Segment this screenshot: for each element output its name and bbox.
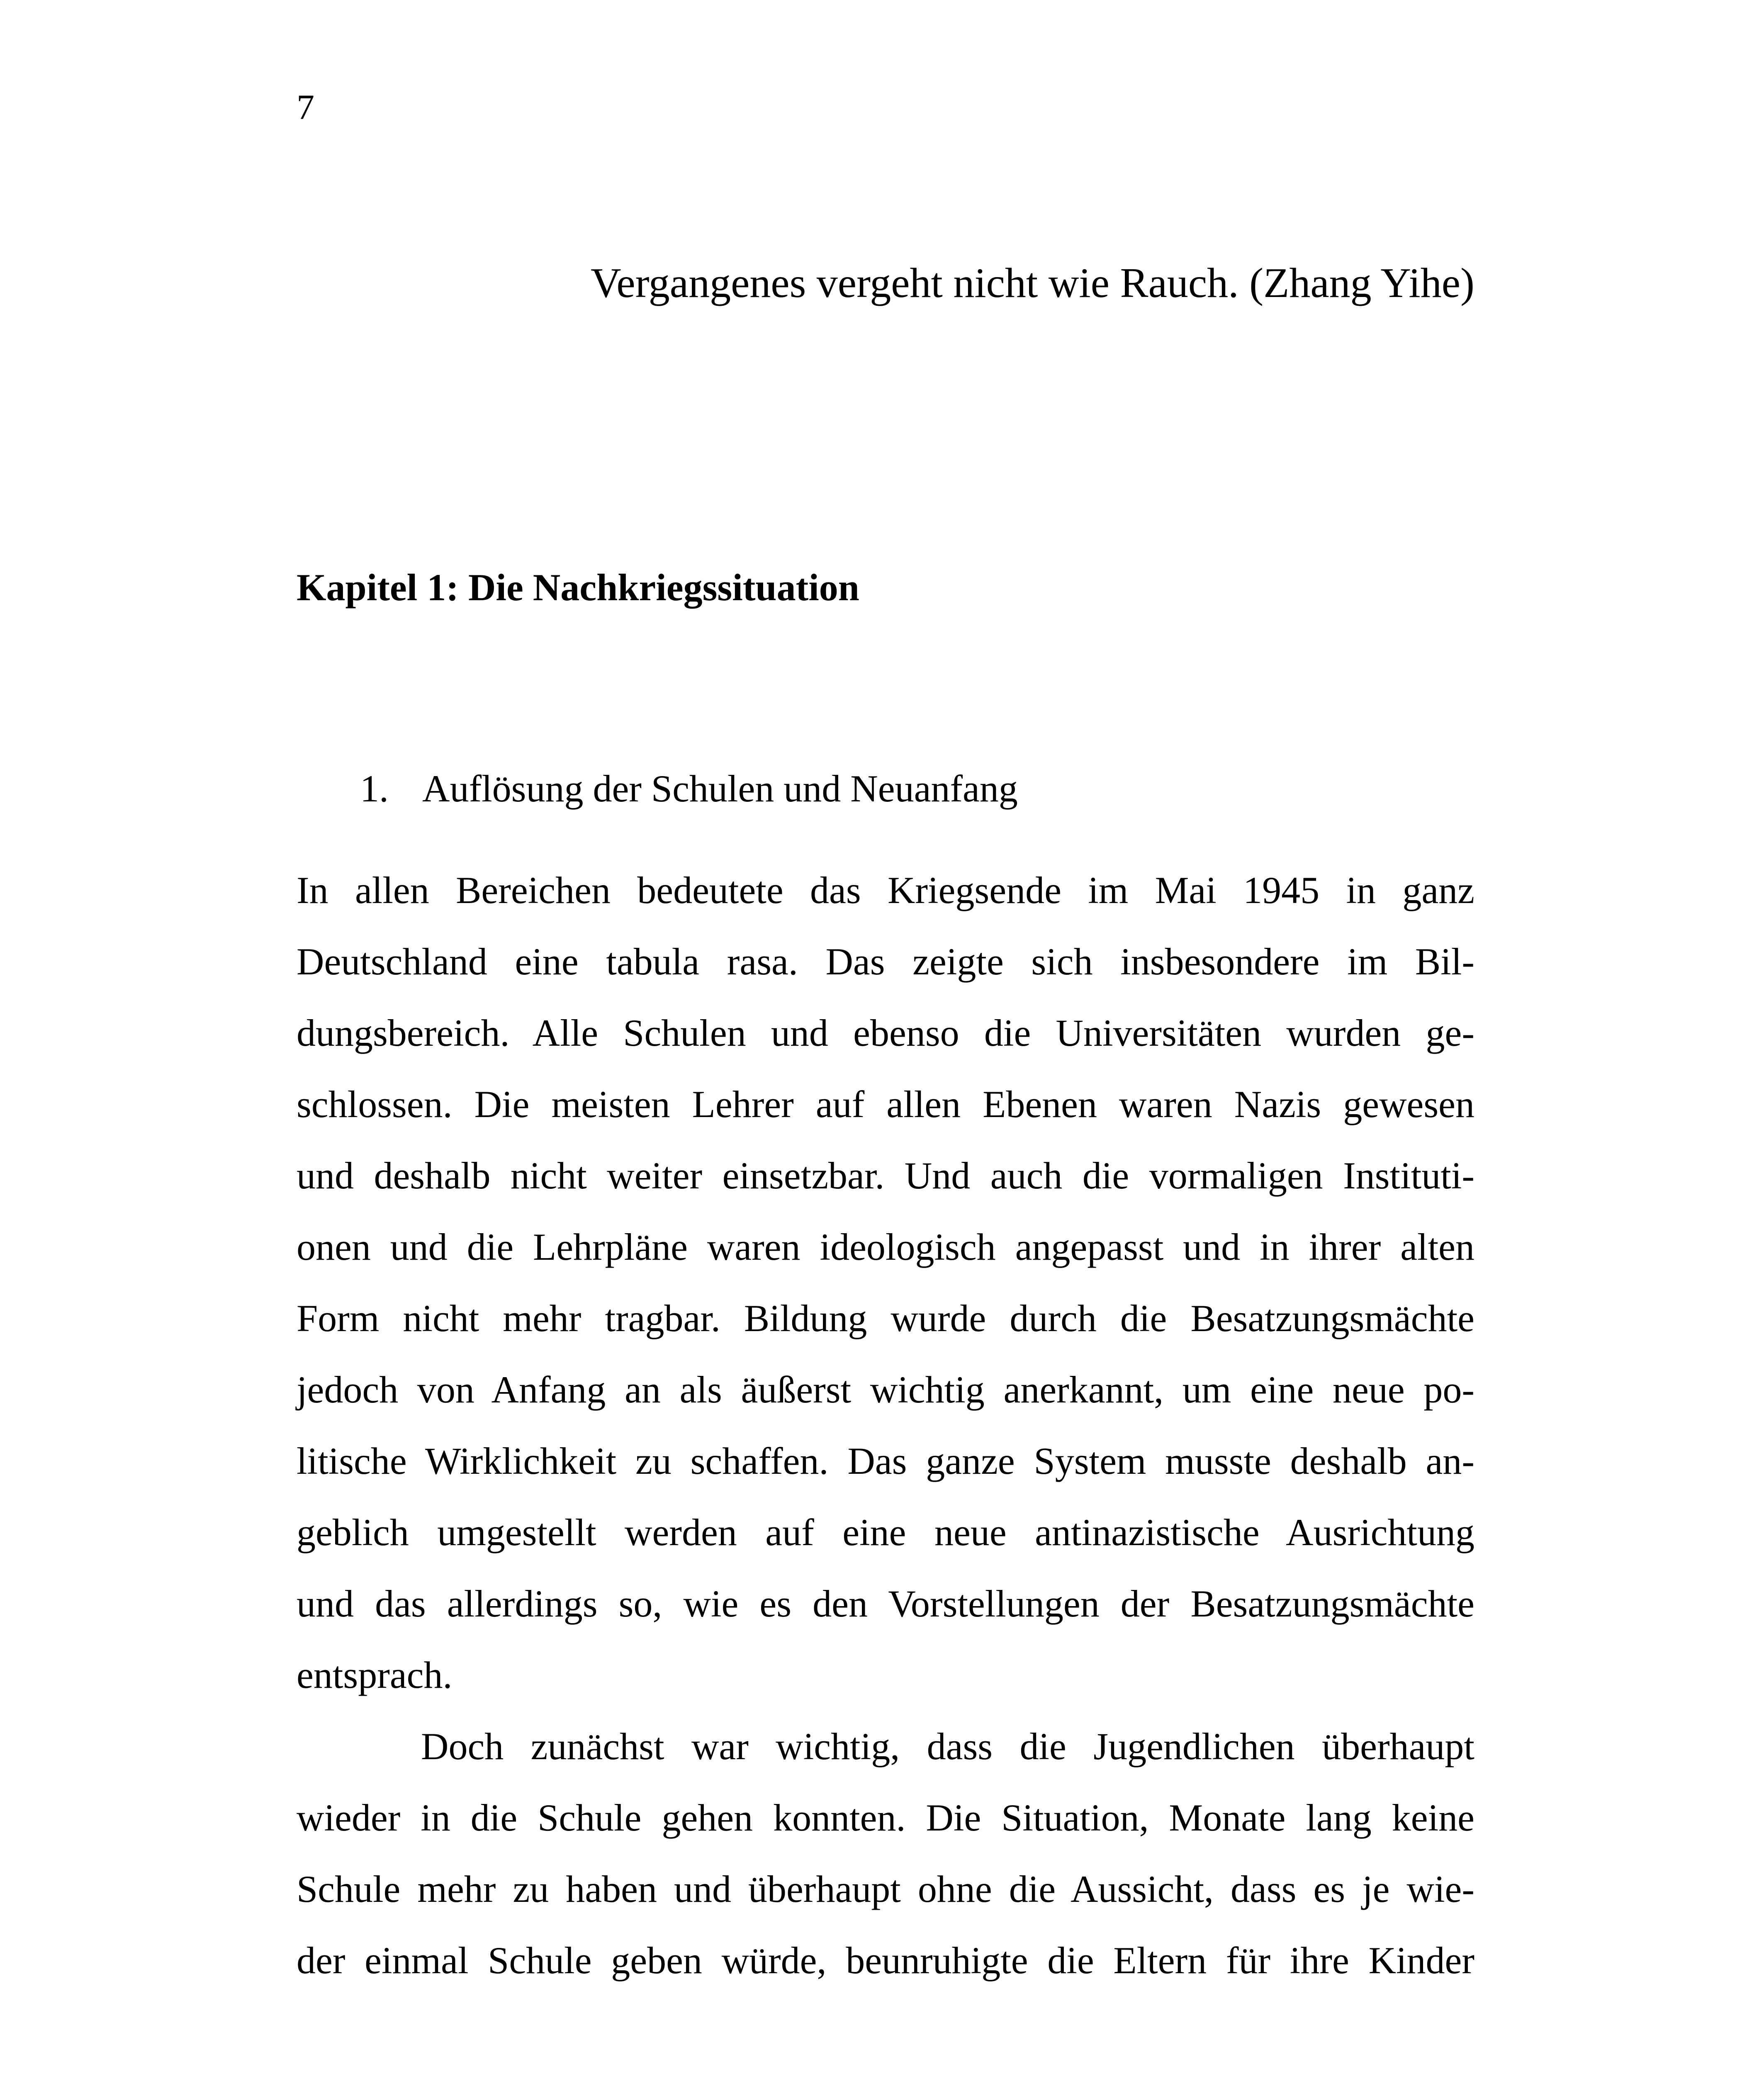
text-line: geblich umgestellt werden auf eine neue antinazistische Ausrichtung [297, 1511, 1474, 1553]
text-line: Form nicht mehr tragbar. Bildung wurde durch die Besatzungsmächte [297, 1297, 1474, 1339]
paragraph-1 [297, 854, 1474, 1711]
text-line: litische Wirklichkeit zu schaffen. Das ganze System musste deshalb an- [297, 1440, 1474, 1482]
section-heading [360, 769, 1018, 808]
epigraph: Vergangenes vergeht nicht wie Rauch. (Zhang Yihe) [591, 260, 1474, 307]
text-line: jedoch von Anfang an als äußerst wichtig anerkannt, um eine neue po- [297, 1368, 1474, 1411]
text-line: Schule mehr zu haben und überhaupt ohne die Aussicht, dass es je wie- [297, 1868, 1474, 1910]
text-line: wieder in die Schule gehen konnten. Die Situation, Monate lang keine [297, 1796, 1474, 1839]
text-line: In allen Bereichen bedeutete das Kriegsende im Mai 1945 in ganz [297, 869, 1474, 911]
section-title: Auflösung der Schulen und Neuanfang [422, 767, 1018, 810]
text-line: der einmal Schule geben würde, beunruhigte die Eltern für ihre Kinder [297, 1939, 1474, 1981]
text-line: onen und die Lehrpläne waren ideologisch angepasst und in ihrer alten [297, 1226, 1474, 1268]
text-line: und das allerdings so, wie es den Vorstellungen der Besatzungsmächte [297, 1582, 1474, 1625]
body-text [297, 854, 1474, 1996]
text-line: entsprach. [297, 1654, 453, 1696]
section-number: 1. [360, 767, 389, 810]
paragraph-2 [297, 1711, 1474, 1996]
chapter-heading: Kapitel 1: Die Nachkriegssituation [297, 566, 859, 609]
text-line: und deshalb nicht weiter einsetzbar. Und auch die vormaligen Instituti- [297, 1154, 1474, 1197]
page-number: 7 [297, 87, 314, 127]
text-line: schlossen. Die meisten Lehrer auf allen Ebenen waren Nazis gewesen [297, 1083, 1474, 1125]
text-line: Deutschland eine tabula rasa. Das zeigte sich insbesondere im Bil- [297, 940, 1474, 983]
text-line: Doch zunächst war wichtig, dass die Jugendlichen überhaupt [421, 1725, 1474, 1767]
text-line: dungsbereich. Alle Schulen und ebenso die Universitäten wurden ge- [297, 1012, 1474, 1054]
